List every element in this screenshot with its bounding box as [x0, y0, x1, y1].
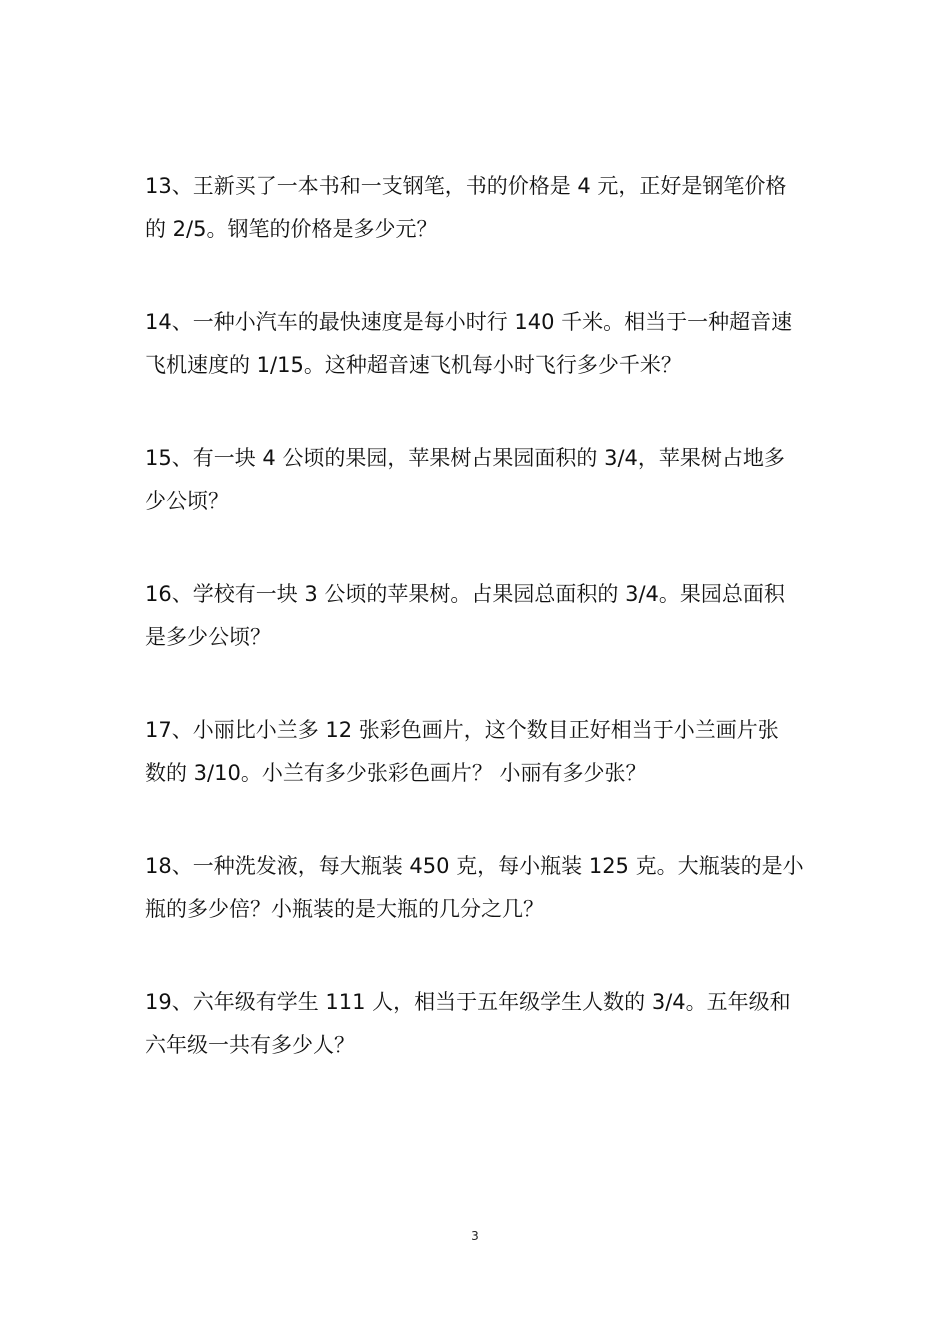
question-17	[145, 709, 810, 795]
question-line: 的 2/5。钢笔的价格是多少元？	[145, 217, 438, 241]
question-line: 15、有一块 4 公顷的果园，苹果树占果园面积的 3/4，苹果树占地多	[145, 446, 785, 470]
question-line: 瓶的多少倍？小瓶装的是大瓶的几分之几？	[145, 897, 544, 921]
question-line: 14、一种小汽车的最快速度是每小时行 140 千米。相当于一种超音速	[145, 310, 793, 334]
question-list	[145, 165, 810, 1117]
question-18	[145, 845, 810, 931]
question-line: 19、六年级有学生 111 人，相当于五年级学生人数的 3/4。五年级和	[145, 990, 791, 1014]
question-16	[145, 573, 810, 659]
page-number: 3	[471, 1229, 479, 1243]
question-13	[145, 165, 810, 251]
question-19	[145, 981, 810, 1067]
question-15	[145, 437, 810, 523]
question-line: 六年级一共有多少人？	[145, 1033, 355, 1057]
question-line: 飞机速度的 1/15。这种超音速飞机每小时飞行多少千米？	[145, 353, 682, 377]
question-line: 13、王新买了一本书和一支钢笔，书的价格是 4 元，正好是钢笔价格	[145, 174, 787, 198]
question-line: 17、小丽比小兰多 12 张彩色画片，这个数目正好相当于小兰画片张	[145, 718, 779, 742]
question-line: 18、一种洗发液，每大瓶装 450 克，每小瓶装 125 克。大瓶装的是小	[145, 854, 804, 878]
question-line: 是多少公顷？	[145, 625, 271, 649]
question-line: 16、学校有一块 3 公顷的苹果树。占果园总面积的 3/4。果园总面积	[145, 582, 785, 606]
question-line: 数的 3/10。小兰有多少张彩色画片？ 小丽有多少张？	[145, 761, 647, 785]
question-line: 少公顷？	[145, 489, 229, 513]
question-14	[145, 301, 810, 387]
